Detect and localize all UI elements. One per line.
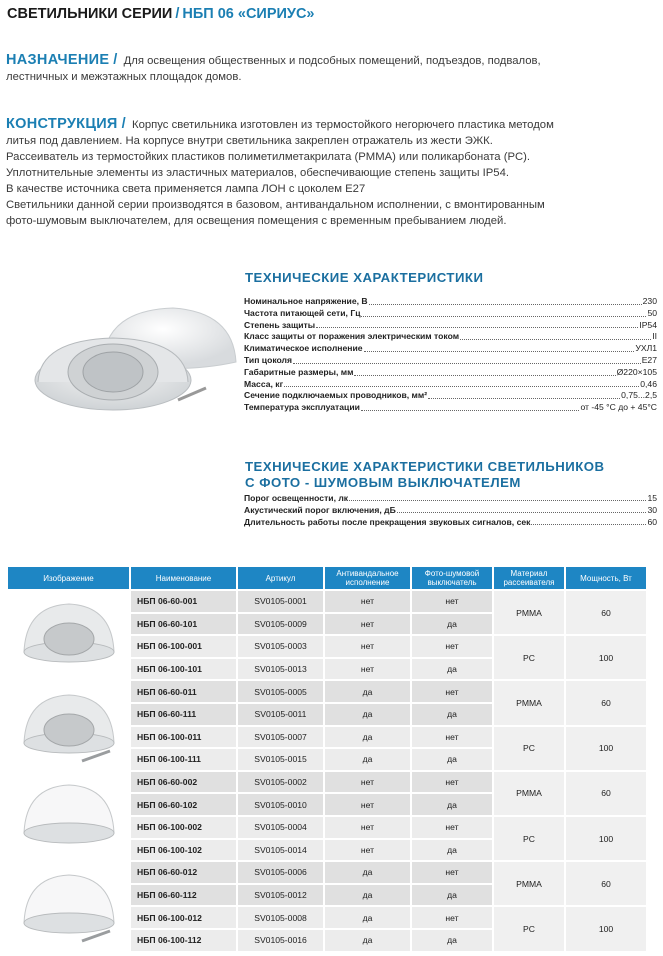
- spec2-row: Порог освещенности, лк 15: [244, 493, 657, 503]
- table-body: [8, 591, 646, 951]
- product-table: [6, 565, 648, 953]
- spec-row: Степень защиты IP54: [244, 319, 657, 330]
- product-name-cell: НБП 06-60-011: [131, 681, 236, 702]
- product-name-cell: НБП 06-100-101: [131, 659, 236, 680]
- product-image-cell: [8, 772, 129, 860]
- table-row: [8, 681, 646, 702]
- photo-switch-cell: нет: [412, 772, 492, 793]
- material-cell: PMMA: [494, 772, 564, 815]
- photo-switch-cell: нет: [412, 591, 492, 612]
- spec-row: Тип цоколя E27: [244, 354, 657, 365]
- antivandal-cell: да: [325, 681, 410, 702]
- specs-list: [244, 296, 657, 414]
- power-cell: 100: [566, 727, 646, 770]
- title-part1: СВЕТИЛЬНИКИ СЕРИИ: [7, 6, 173, 22]
- product-thumbnail-image: [14, 865, 124, 945]
- material-cell: PC: [494, 817, 564, 860]
- product-name-cell: НБП 06-100-002: [131, 817, 236, 838]
- product-image-cell: [8, 681, 129, 769]
- title-series: НБП 06 «СИРИУС»: [182, 6, 315, 22]
- product-name-cell: НБП 06-100-001: [131, 636, 236, 657]
- product-thumbnail-image: [14, 775, 124, 855]
- specs2-list: [244, 492, 657, 528]
- product-name-cell: НБП 06-60-102: [131, 794, 236, 815]
- material-cell: PMMA: [494, 862, 564, 905]
- spec2-row: Длительность работы после прекращения звуковых сигналов, сек 60: [244, 517, 657, 527]
- power-cell: 60: [566, 681, 646, 724]
- spec-row: Частота питающей сети, Гц 50: [244, 307, 657, 318]
- col-header-material: Материал рассеивателя: [494, 567, 564, 589]
- power-cell: 100: [566, 907, 646, 950]
- antivandal-cell: да: [325, 704, 410, 725]
- spec-row: Сечение подключаемых проводников, мм² 0,75...2,5: [244, 390, 657, 401]
- product-name-cell: НБП 06-100-112: [131, 930, 236, 951]
- photo-switch-cell: да: [412, 749, 492, 770]
- article-cell: SV0105-0005: [238, 681, 323, 702]
- antivandal-cell: нет: [325, 636, 410, 657]
- antivandal-cell: да: [325, 885, 410, 906]
- article-cell: SV0105-0006: [238, 862, 323, 883]
- spec-row: Климатическое исполнение УХЛ1: [244, 343, 657, 354]
- photo-switch-cell: да: [412, 704, 492, 725]
- article-cell: SV0105-0014: [238, 840, 323, 861]
- construction-line: Рассеиватель из термостойких пластиков полиметилметакрилата (PMMA) или поликарбоната (PC).: [6, 151, 531, 163]
- construction-line: Уплотнительные элементы из эластичных материалов, обеспечивающие степень защиты IP54.: [6, 167, 510, 179]
- product-image-cell: [8, 591, 129, 679]
- specs2-title-line2: С ФОТО - ШУМОВЫМ ВЫКЛЮЧАТЕЛЕМ: [245, 475, 521, 490]
- specs2-title-line1: ТЕХНИЧЕСКИЕ ХАРАКТЕРИСТИКИ СВЕТИЛЬНИКОВ: [245, 459, 605, 474]
- material-cell: PC: [494, 636, 564, 679]
- photo-switch-cell: нет: [412, 862, 492, 883]
- table-header-row: [8, 567, 646, 589]
- table-row: [8, 862, 646, 883]
- antivandal-cell: нет: [325, 659, 410, 680]
- photo-switch-cell: да: [412, 794, 492, 815]
- article-cell: SV0105-0009: [238, 614, 323, 635]
- article-cell: SV0105-0012: [238, 885, 323, 906]
- col-header-power: Мощность, Вт: [566, 567, 646, 589]
- product-name-cell: НБП 06-60-001: [131, 591, 236, 612]
- col-header-article: Артикул: [238, 567, 323, 589]
- article-cell: SV0105-0010: [238, 794, 323, 815]
- product-name-cell: НБП 06-60-101: [131, 614, 236, 635]
- antivandal-cell: да: [325, 749, 410, 770]
- material-cell: PMMA: [494, 591, 564, 634]
- construction-heading: КОНСТРУКЦИЯ /: [6, 116, 126, 132]
- construction-line: Светильники данной серии производятся в базовом, антивандальном исполнении, с вмонтированным: [6, 199, 545, 211]
- material-cell: PC: [494, 727, 564, 770]
- photo-switch-cell: нет: [412, 636, 492, 657]
- antivandal-cell: да: [325, 930, 410, 951]
- power-cell: 60: [566, 772, 646, 815]
- photo-switch-cell: да: [412, 840, 492, 861]
- construction-line: фото-шумовым выключателем, для освещения помещения с временным пребыванием людей.: [6, 215, 507, 227]
- title-slash: /: [175, 6, 180, 22]
- article-cell: SV0105-0008: [238, 907, 323, 928]
- article-cell: SV0105-0016: [238, 930, 323, 951]
- product-name-cell: НБП 06-100-012: [131, 907, 236, 928]
- power-cell: 60: [566, 591, 646, 634]
- construction-line: Корпус светильника изготовлен из термостойкого негорючего пластика методом: [132, 119, 554, 131]
- antivandal-cell: нет: [325, 794, 410, 815]
- product-name-cell: НБП 06-60-002: [131, 772, 236, 793]
- article-cell: SV0105-0007: [238, 727, 323, 748]
- product-name-cell: НБП 06-100-102: [131, 840, 236, 861]
- article-cell: SV0105-0004: [238, 817, 323, 838]
- power-cell: 100: [566, 636, 646, 679]
- specs-title: ТЕХНИЧЕСКИЕ ХАРАКТЕРИСТИКИ: [245, 270, 484, 285]
- article-cell: SV0105-0013: [238, 659, 323, 680]
- antivandal-cell: нет: [325, 614, 410, 635]
- construction-line: В качестве источника света применяется лампа ЛОН с цоколем Е27: [6, 183, 366, 195]
- product-thumbnail-image: [14, 685, 124, 765]
- product-image-cell: [8, 862, 129, 950]
- product-thumbnail-image: [14, 594, 124, 674]
- article-cell: SV0105-0001: [238, 591, 323, 612]
- lamp-image: [30, 0, 230, 100]
- product-name-cell: НБП 06-60-112: [131, 885, 236, 906]
- lamp-product-image: [28, 300, 243, 420]
- product-name-cell: НБП 06-100-011: [131, 727, 236, 748]
- spec-row: Номинальное напряжение, В 230: [244, 296, 657, 306]
- spec-row: Габаритные размеры, мм Ø220×105: [244, 366, 657, 377]
- col-header-photo-switch: Фото-шумовой выключатель: [412, 567, 492, 589]
- power-cell: 60: [566, 862, 646, 905]
- construction-line: литья под давлением. На корпусе внутри светильника закреплен отражатель из жести ЭЖК.: [6, 135, 493, 147]
- material-cell: PC: [494, 907, 564, 950]
- spec-row: Температура эксплуатации от -45 °С до + 45°С: [244, 402, 657, 413]
- photo-switch-cell: нет: [412, 727, 492, 748]
- antivandal-cell: нет: [325, 817, 410, 838]
- product-name-cell: НБП 06-60-012: [131, 862, 236, 883]
- purpose-line1: Для освещения общественных и подсобных помещений, подъездов, подвалов,: [123, 55, 541, 67]
- col-header-antivandal: Антивандальное исполнение: [325, 567, 410, 589]
- antivandal-cell: нет: [325, 840, 410, 861]
- col-header-name: Наименование: [131, 567, 236, 589]
- photo-switch-cell: да: [412, 614, 492, 635]
- antivandal-cell: да: [325, 727, 410, 748]
- table-row: [8, 772, 646, 793]
- spec2-row: Акустический порог включения, дБ 30: [244, 505, 657, 515]
- photo-switch-cell: нет: [412, 907, 492, 928]
- specs2-title: [245, 459, 605, 491]
- photo-switch-cell: да: [412, 930, 492, 951]
- purpose-heading: НАЗНАЧЕНИЕ /: [6, 52, 118, 68]
- spec-row: Масса, кг 0,46: [244, 378, 657, 389]
- spec-row: Класс защиты от поражения электрическим током II: [244, 331, 657, 342]
- article-cell: SV0105-0003: [238, 636, 323, 657]
- article-cell: SV0105-0015: [238, 749, 323, 770]
- antivandal-cell: да: [325, 862, 410, 883]
- table-row: [8, 591, 646, 612]
- article-cell: SV0105-0011: [238, 704, 323, 725]
- antivandal-cell: да: [325, 907, 410, 928]
- power-cell: 100: [566, 817, 646, 860]
- construction-section: [6, 116, 656, 229]
- product-name-cell: НБП 06-60-111: [131, 704, 236, 725]
- article-cell: SV0105-0002: [238, 772, 323, 793]
- product-name-cell: НБП 06-100-111: [131, 749, 236, 770]
- photo-switch-cell: да: [412, 885, 492, 906]
- col-header-image: Изображение: [8, 567, 129, 589]
- photo-switch-cell: нет: [412, 817, 492, 838]
- antivandal-cell: нет: [325, 591, 410, 612]
- purpose-line2: лестничных и межэтажных площадок домов.: [6, 71, 242, 83]
- material-cell: PMMA: [494, 681, 564, 724]
- photo-switch-cell: нет: [412, 681, 492, 702]
- antivandal-cell: нет: [325, 772, 410, 793]
- photo-switch-cell: да: [412, 659, 492, 680]
